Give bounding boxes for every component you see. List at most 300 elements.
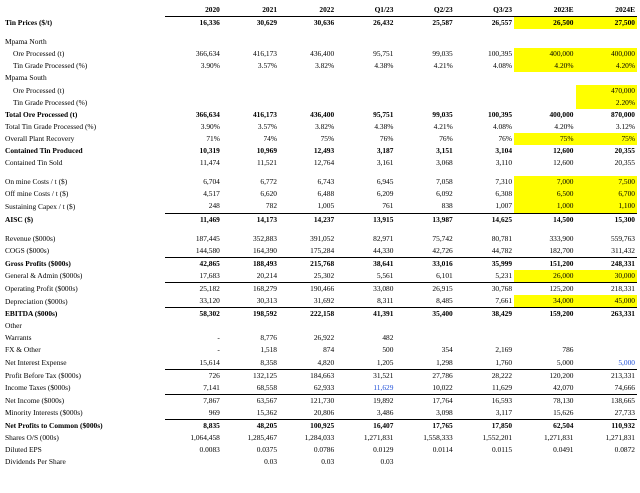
table-cell: 8,776 <box>260 333 278 343</box>
row-label: Minority Interests ($000s) <box>5 408 83 418</box>
table-cell: 184,663 <box>310 370 335 380</box>
table-cell <box>576 36 638 48</box>
table-cell: 15,362 <box>222 407 279 420</box>
row-label: Diluted EPS <box>5 445 42 455</box>
table-row <box>3 133 637 145</box>
table-cell: 0.03 <box>321 457 335 467</box>
table-cell <box>165 97 222 109</box>
table-cell <box>336 72 395 84</box>
table-cell: 58,302 <box>199 309 220 319</box>
table-cell: 3,187 <box>376 146 394 156</box>
table-cell: 786 <box>562 345 574 355</box>
table-row <box>3 72 637 84</box>
table-cell: 19,892 <box>373 395 394 405</box>
table-cell: 6,101 <box>395 270 454 283</box>
table-cell: 5,000 <box>514 357 575 370</box>
row-label: Shares O/S (000s) <box>5 433 59 443</box>
table-cell: 416,173 <box>252 49 278 59</box>
table-cell: 4.20% <box>576 60 638 72</box>
table-cell: - <box>217 345 220 355</box>
table-cell: 20,214 <box>222 270 279 283</box>
table-cell: 151,200 <box>549 258 574 268</box>
table-cell: 188,493 <box>252 258 278 268</box>
data-table <box>3 4 637 468</box>
row-label: Sustaining Capex / t ($) <box>5 201 76 211</box>
table-cell: 3.82% <box>315 61 335 71</box>
table-cell: 4.20% <box>514 60 575 72</box>
table-cell <box>395 29 454 36</box>
table-cell: 333,900 <box>549 233 574 243</box>
table-cell: 7,058 <box>436 177 453 187</box>
table-cell: 4.08% <box>492 61 513 71</box>
column-header-q123: Q1/23 <box>336 4 395 17</box>
table-cell: 726 <box>208 370 220 380</box>
table-cell: 2.20% <box>576 97 638 109</box>
table-cell: 28,222 <box>491 370 513 380</box>
table-cell <box>336 36 395 48</box>
table-cell <box>279 36 336 48</box>
table-cell: 6,772 <box>260 177 278 187</box>
table-cell: 4.38% <box>374 61 394 71</box>
table-cell <box>514 29 575 36</box>
table-cell: 7,867 <box>203 395 220 405</box>
table-cell: 42,865 <box>199 258 220 268</box>
table-cell <box>455 29 514 36</box>
table-row <box>3 169 637 176</box>
table-cell: 159,200 <box>549 309 574 319</box>
table-row <box>3 121 637 133</box>
table-row <box>3 308 637 321</box>
table-cell: 436,400 <box>310 49 335 59</box>
column-header-q223: Q2/23 <box>395 4 454 17</box>
table-row <box>3 282 637 295</box>
table-cell: 26,915 <box>432 283 453 293</box>
table-cell: 41,391 <box>373 309 394 319</box>
table-cell: 76% <box>439 133 453 143</box>
table-cell: 99,035 <box>432 49 453 59</box>
table-cell <box>336 85 395 97</box>
table-cell <box>222 85 279 97</box>
table-cell: 35,999 <box>491 258 513 268</box>
table-cell: 16,407 <box>373 421 394 430</box>
table-cell: 74% <box>263 133 278 143</box>
table-cell: 26,500 <box>514 17 575 30</box>
row-label <box>3 29 165 36</box>
table-row <box>3 157 637 169</box>
row-label: FX & Other <box>5 345 41 355</box>
row-label: On mine Costs / t ($) <box>5 177 68 187</box>
table-cell: 20,355 <box>614 146 635 156</box>
table-cell: 400,000 <box>576 48 638 60</box>
table-cell: 5,561 <box>336 270 395 283</box>
table-cell: 144,580 <box>165 245 222 258</box>
table-cell: 30,313 <box>222 295 279 308</box>
table-cell: 4.20% <box>554 121 574 131</box>
table-cell: 3.12% <box>615 121 635 131</box>
column-header-0 <box>3 4 165 17</box>
table-row <box>3 245 637 258</box>
table-cell: 27,733 <box>576 407 638 420</box>
table-cell <box>222 169 279 176</box>
table-cell: 25,587 <box>432 18 453 28</box>
row-label: Other <box>5 321 22 331</box>
table-cell: 182,700 <box>514 245 575 258</box>
table-cell <box>222 29 279 36</box>
table-cell <box>514 97 575 109</box>
table-cell <box>395 226 454 233</box>
table-cell <box>455 72 514 84</box>
financial-model-table <box>0 4 640 493</box>
row-label: Dividends Per Share <box>5 457 66 467</box>
table-cell: 110,932 <box>611 421 635 430</box>
table-cell: 248,331 <box>610 258 635 268</box>
table-cell: 187,445 <box>195 233 220 243</box>
table-cell: 4.21% <box>433 61 453 71</box>
table-cell: 76% <box>498 133 513 143</box>
table-cell: 3,117 <box>455 407 514 420</box>
table-cell: 222,158 <box>310 309 335 319</box>
table-cell: 26,557 <box>491 18 513 28</box>
table-cell: 8,311 <box>336 295 395 308</box>
table-cell <box>395 320 454 332</box>
row-label: Contained Tin Produced <box>5 146 83 156</box>
table-cell: 3,161 <box>376 158 394 168</box>
table-cell <box>395 332 454 344</box>
table-cell: 6,743 <box>317 177 335 187</box>
table-row <box>3 382 637 395</box>
table-cell: 17,764 <box>432 395 453 405</box>
table-row <box>3 432 637 444</box>
table-row <box>3 200 637 213</box>
table-cell <box>165 29 222 36</box>
table-cell <box>165 320 222 332</box>
table-cell <box>455 456 514 468</box>
table-cell <box>279 97 336 109</box>
table-cell: 15,614 <box>165 357 222 370</box>
table-cell: 25,302 <box>279 270 336 283</box>
table-cell: 95,751 <box>373 49 394 59</box>
table-cell: 8,835 <box>203 421 220 430</box>
table-cell: 31,692 <box>279 295 336 308</box>
table-cell <box>455 332 514 344</box>
table-cell: 0.0872 <box>614 445 635 455</box>
table-cell: 33,120 <box>165 295 222 308</box>
table-cell: 0.0114 <box>432 445 453 455</box>
table-cell: 6,620 <box>260 189 278 199</box>
column-header-2021: 2021 <box>222 4 279 17</box>
table-cell <box>455 320 514 332</box>
table-cell <box>576 29 638 36</box>
table-cell: 969 <box>165 407 222 420</box>
table-cell: 14,625 <box>491 214 513 224</box>
table-cell <box>395 72 454 84</box>
table-cell: 8,358 <box>222 357 279 370</box>
table-cell: 1,007 <box>455 200 514 213</box>
table-cell: 42,726 <box>395 245 454 258</box>
table-cell <box>279 226 336 233</box>
table-cell: 1,518 <box>260 345 278 355</box>
table-cell: 30,768 <box>491 283 513 293</box>
table-cell: 3.57% <box>257 121 278 131</box>
table-cell: 6,704 <box>203 177 220 187</box>
table-cell: 482 <box>382 333 394 343</box>
table-cell <box>455 36 514 48</box>
table-row <box>3 188 637 200</box>
table-cell <box>165 72 222 84</box>
table-row <box>3 145 637 157</box>
table-cell: 4.21% <box>433 121 453 131</box>
table-cell <box>395 169 454 176</box>
table-cell <box>336 97 395 109</box>
table-cell <box>336 169 395 176</box>
table-row <box>3 29 637 36</box>
table-cell: 15,300 <box>614 214 635 224</box>
table-cell: 1,285,467 <box>247 433 278 443</box>
table-cell: 6,700 <box>576 188 638 200</box>
table-row <box>3 60 637 72</box>
table-cell: 6,209 <box>376 189 394 199</box>
table-cell: 354 <box>441 345 453 355</box>
table-cell: 215,768 <box>310 258 335 268</box>
row-label: Net Interest Expense <box>5 358 67 368</box>
row-label: Total Tin Grade Processed (%) <box>5 121 97 131</box>
table-cell <box>222 97 279 109</box>
table-cell: 2,169 <box>495 345 513 355</box>
table-cell: 1,271,831 <box>543 433 574 443</box>
table-cell <box>514 85 575 97</box>
table-cell <box>279 320 336 332</box>
table-cell <box>514 320 575 332</box>
table-cell: 80,781 <box>491 233 513 243</box>
table-cell: 27,786 <box>432 370 453 380</box>
table-cell: 99,035 <box>432 109 453 119</box>
table-cell: 391,052 <box>310 233 335 243</box>
column-header-2024e: 2024E <box>576 4 638 17</box>
table-cell: 0.0375 <box>256 445 278 455</box>
table-cell: 1,298 <box>395 357 454 370</box>
table-row <box>3 394 637 407</box>
table-cell: 0.0786 <box>313 445 335 455</box>
table-cell: 1,100 <box>576 200 638 213</box>
table-cell: 3,104 <box>495 146 513 156</box>
table-cell: 1,558,333 <box>423 433 453 443</box>
row-label: Mpama South <box>5 73 47 83</box>
row-label: Profit Before Tax ($000s) <box>5 370 81 380</box>
table-cell: 3,151 <box>436 146 453 156</box>
table-cell: 3,098 <box>395 407 454 420</box>
table-cell: 100,395 <box>488 109 513 119</box>
table-cell <box>576 320 638 332</box>
table-cell: 1,005 <box>279 200 336 213</box>
table-cell <box>165 169 222 176</box>
table-cell: 17,850 <box>491 421 513 430</box>
row-label: Mpama North <box>5 37 47 47</box>
table-cell: 400,000 <box>514 48 575 60</box>
table-cell <box>165 85 222 97</box>
table-row <box>3 97 637 109</box>
table-cell: 0.0491 <box>553 445 574 455</box>
table-cell: 125,200 <box>549 283 574 293</box>
table-cell: 248 <box>165 200 222 213</box>
table-cell: 62,504 <box>553 421 574 430</box>
table-cell: 33,016 <box>432 258 453 268</box>
table-cell: 35,400 <box>432 309 453 319</box>
table-cell: 7,141 <box>165 382 222 395</box>
table-cell: 11,629 <box>455 382 514 395</box>
table-cell: 15,626 <box>514 407 575 420</box>
column-header-2022: 2022 <box>279 4 336 17</box>
table-cell: 12,764 <box>313 158 335 168</box>
table-cell: 26,922 <box>313 333 335 343</box>
table-cell: 761 <box>336 200 395 213</box>
table-cell: 45,000 <box>576 295 638 308</box>
table-cell: 1,271,831 <box>605 433 635 443</box>
row-label: Tin Grade Processed (%) <box>13 97 88 107</box>
table-cell: 0.03 <box>380 457 394 467</box>
table-row <box>3 407 637 420</box>
table-cell: 10,022 <box>395 382 454 395</box>
row-label: Tin Prices ($/t) <box>5 18 53 28</box>
table-cell: 17,765 <box>432 421 453 430</box>
table-cell: 68,558 <box>222 382 279 395</box>
table-cell: 48,205 <box>256 421 278 430</box>
table-cell <box>576 456 638 468</box>
table-cell: 164,390 <box>222 245 279 258</box>
table-cell: 1,000 <box>514 200 575 213</box>
table-row <box>3 332 637 344</box>
table-cell: 34,000 <box>514 295 575 308</box>
row-label: Tin Grade Processed (%) <box>13 61 88 71</box>
table-cell: 416,173 <box>252 109 278 119</box>
table-cell: 10,319 <box>199 146 220 156</box>
table-cell: 5,231 <box>455 270 514 283</box>
table-cell: 4,820 <box>279 357 336 370</box>
table-cell: 366,634 <box>195 49 220 59</box>
table-cell: 75% <box>576 133 638 145</box>
row-label: Warrants <box>5 333 32 343</box>
row-label: Contained Tin Sold <box>5 158 63 168</box>
table-cell <box>514 226 575 233</box>
table-row <box>3 226 637 233</box>
table-cell <box>395 97 454 109</box>
table-cell: 0.0115 <box>491 445 513 455</box>
table-cell: 3,110 <box>495 158 513 168</box>
row-label <box>3 169 165 176</box>
table-cell <box>514 332 575 344</box>
table-cell: 20,355 <box>614 158 635 168</box>
table-cell: 1,205 <box>336 357 395 370</box>
table-cell: 500 <box>382 345 394 355</box>
table-cell: 76% <box>379 133 394 143</box>
table-cell: 138,665 <box>610 395 635 405</box>
table-cell <box>279 169 336 176</box>
table-cell <box>395 456 454 468</box>
table-cell: 6,945 <box>376 177 394 187</box>
table-cell: - <box>217 333 220 343</box>
table-cell: 11,629 <box>336 382 395 395</box>
table-cell: 3.82% <box>315 121 335 131</box>
column-header-q323: Q3/23 <box>455 4 514 17</box>
table-cell: 75% <box>320 133 335 143</box>
table-cell: 63,567 <box>256 395 278 405</box>
table-cell: 1,552,201 <box>482 433 513 443</box>
table-cell: 6,500 <box>514 188 575 200</box>
table-cell: 13,987 <box>432 214 453 224</box>
table-header-row <box>3 4 637 17</box>
table-cell: 31,521 <box>373 370 394 380</box>
table-row <box>3 369 637 382</box>
table-cell: 16,593 <box>491 395 513 405</box>
row-label: Depreciation ($000s) <box>5 296 68 306</box>
table-cell: 175,284 <box>279 245 336 258</box>
table-cell: 14,500 <box>553 214 574 224</box>
table-row <box>3 109 637 121</box>
column-header-2023e: 2023E <box>514 4 575 17</box>
table-cell: 3,068 <box>436 158 453 168</box>
row-label: Net Profits to Common ($000s) <box>5 421 103 430</box>
table-cell: 4,517 <box>203 189 220 199</box>
table-cell: 30,629 <box>256 18 278 28</box>
row-label: COGS ($000s) <box>5 246 50 256</box>
row-label: Overall Plant Recovery <box>5 133 75 143</box>
table-cell: 6,488 <box>317 189 335 199</box>
table-row <box>3 233 637 245</box>
table-row <box>3 36 637 48</box>
table-cell: 870,000 <box>610 109 635 119</box>
row-label: Income Taxes ($000s) <box>5 383 71 393</box>
table-cell: 3.90% <box>200 61 220 71</box>
table-cell <box>165 36 222 48</box>
table-cell: 20,806 <box>279 407 336 420</box>
table-cell: 71% <box>206 133 220 143</box>
table-cell: 470,000 <box>576 85 638 97</box>
table-cell: 38,429 <box>491 309 513 319</box>
table-body <box>3 17 637 469</box>
table-cell <box>222 36 279 48</box>
table-row <box>3 257 637 270</box>
table-cell: 1,284,033 <box>304 433 335 443</box>
row-label: Ore Processed (t) <box>13 85 65 95</box>
table-cell: 0.0083 <box>199 445 220 455</box>
table-cell <box>222 72 279 84</box>
table-cell: 132,125 <box>252 370 278 380</box>
table-cell: 874 <box>323 345 335 355</box>
table-cell: 78,130 <box>553 395 574 405</box>
table-cell <box>455 226 514 233</box>
row-label: EBITDA ($000s) <box>5 309 58 319</box>
table-row <box>3 48 637 60</box>
table-cell <box>576 226 638 233</box>
table-cell <box>576 72 638 84</box>
table-cell <box>455 85 514 97</box>
table-cell <box>165 456 222 468</box>
table-cell: 44,330 <box>336 245 395 258</box>
table-cell: 100,395 <box>488 49 513 59</box>
table-cell: 3.57% <box>257 61 278 71</box>
table-cell: 11,474 <box>199 158 220 168</box>
table-cell: 0.0129 <box>373 445 394 455</box>
table-cell <box>336 29 395 36</box>
table-cell <box>514 456 575 468</box>
table-cell: 14,173 <box>256 214 278 224</box>
table-cell: 75,742 <box>432 233 453 243</box>
table-cell: 42,070 <box>514 382 575 395</box>
table-cell <box>279 72 336 84</box>
table-cell: 1,064,458 <box>190 433 220 443</box>
table-cell: 198,592 <box>252 309 278 319</box>
table-cell <box>576 332 638 344</box>
table-cell <box>514 169 575 176</box>
